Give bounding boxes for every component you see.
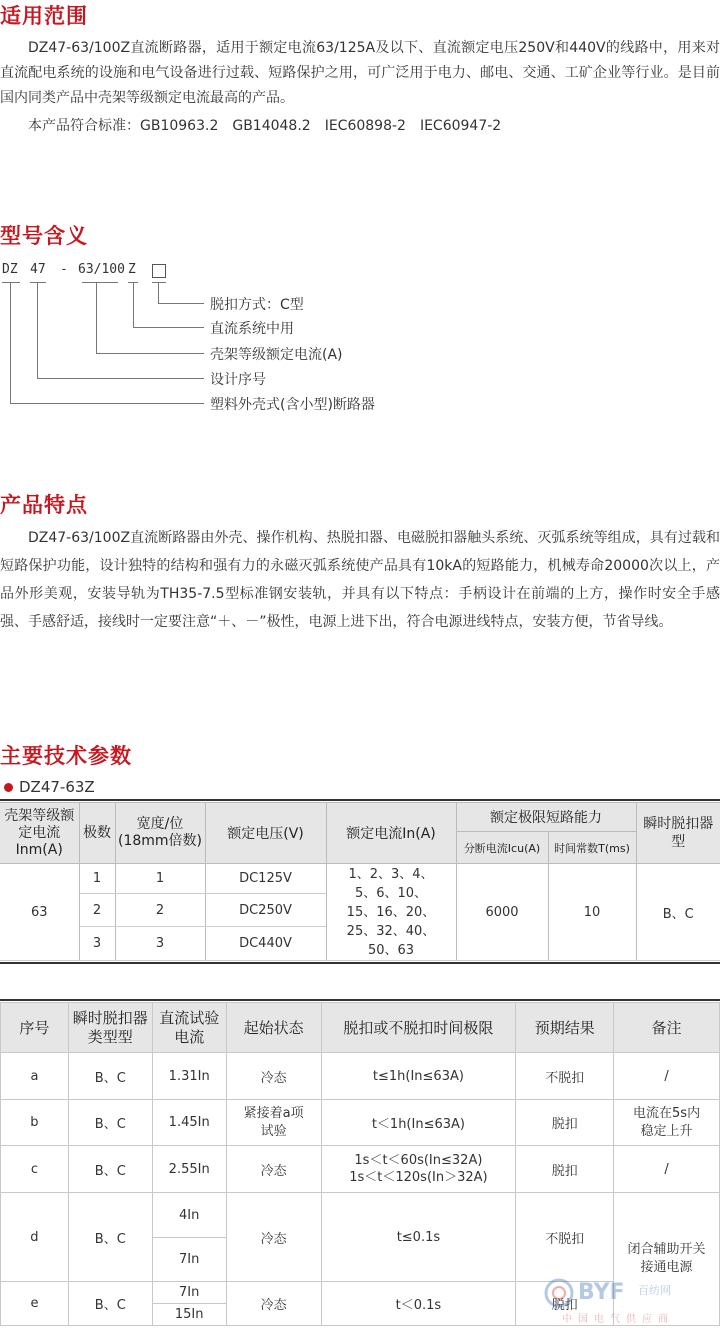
- watermark-cn: 中国电气供应商: [562, 1314, 674, 1325]
- model-label-case: 塑料外壳式(含小型)断路器: [210, 397, 375, 413]
- td2-no-a: a: [1, 1053, 69, 1100]
- td2-note-c: /: [614, 1146, 720, 1193]
- watermark-text: BYF: [578, 1280, 625, 1305]
- th-voltage: 额定电压(V): [205, 803, 326, 864]
- model-part-z: Z: [128, 262, 136, 277]
- features-heading: 产品特点: [0, 493, 88, 517]
- model-part-current: 63/100: [78, 262, 125, 277]
- td2-result-d: 不脱扣: [516, 1193, 614, 1282]
- model-part-dz: DZ: [2, 262, 18, 277]
- td2-note-de: 闭合辅助开关接通电源: [614, 1193, 720, 1326]
- th-icu: 分断电流Icu(A): [456, 832, 548, 864]
- td2-current-b: 1.45In: [152, 1100, 226, 1146]
- watermark-swirl-icon: [542, 1276, 576, 1310]
- td-poles-2: 2: [79, 894, 115, 927]
- td2-type-c: B、C: [68, 1146, 152, 1193]
- td2-current-a: 1.31In: [152, 1053, 226, 1100]
- td2-limit-a: t≤1h(In≤63A): [321, 1053, 516, 1100]
- td2-no-e: e: [1, 1282, 69, 1326]
- td2-current-d2: 7In: [152, 1238, 226, 1282]
- model-label-trip: 脱扣方式：C型: [210, 297, 304, 313]
- model-label-frame: 壳架等级额定电流(A): [210, 347, 343, 363]
- model-label-dc: 直流系统中用: [210, 321, 294, 337]
- table1-bottom-rule: [0, 962, 720, 964]
- td2-result-b: 脱扣: [516, 1100, 614, 1146]
- th-poles: 极数: [79, 803, 115, 864]
- th-width: 宽度/位(18mm倍数): [115, 803, 205, 864]
- watermark-logo: [542, 1270, 712, 1328]
- scope-paragraph: [0, 36, 720, 139]
- td-width-3: 3: [115, 927, 205, 961]
- table1-top-rule: [0, 799, 720, 801]
- td2-type-e: B、C: [68, 1282, 152, 1326]
- watermark-sub: 百纺网: [638, 1284, 671, 1297]
- model-part-box: [152, 264, 166, 278]
- model-diagram: [0, 258, 420, 418]
- td-current-list: 1、2、3、4、5、6、10、15、16、20、25、32、40、50、63: [326, 864, 456, 961]
- spec-table: [0, 802, 720, 961]
- th2-current: 直流试验电流: [152, 1003, 226, 1053]
- td2-type-a: B、C: [68, 1053, 152, 1100]
- td-width-2: 2: [115, 894, 205, 927]
- td-voltage-1: DC125V: [205, 864, 326, 894]
- td-trip: B、C: [636, 864, 720, 961]
- td2-state-c: 冷态: [226, 1146, 321, 1193]
- td2-state-a: 冷态: [226, 1053, 321, 1100]
- th-tconst: 时间常数T(ms): [548, 832, 636, 864]
- th2-no: 序号: [1, 1003, 69, 1053]
- td-poles-1: 1: [79, 864, 115, 894]
- th2-limit: 脱扣或不脱扣时间极限: [321, 1003, 516, 1053]
- td2-limit-b: t＜1h(In≤63A): [321, 1100, 516, 1146]
- features-paragraph: [0, 524, 720, 636]
- th-frame: 壳架等级额定电流Inm(A): [0, 803, 79, 864]
- td2-current-d1: 4In: [152, 1193, 226, 1238]
- td2-result-c: 脱扣: [516, 1146, 614, 1193]
- td-tconst: 10: [548, 864, 636, 961]
- td2-limit-c: 1s＜t＜60s(In≤32A) 1s＜t＜120s(In＞32A): [321, 1146, 516, 1193]
- th2-type: 瞬时脱扣器类型型: [68, 1003, 152, 1053]
- table2-top-rule: [0, 999, 720, 1001]
- scope-heading: 适用范围: [0, 4, 88, 28]
- td-width-1: 1: [115, 864, 205, 894]
- th2-state: 起始状态: [226, 1003, 321, 1053]
- model-part-dash: -: [60, 262, 68, 277]
- td2-result-a: 不脱扣: [516, 1053, 614, 1100]
- standards-text: 本产品符合标准：GB10963.2 GB14048.2 IEC60898-2 IEC60947-2: [28, 118, 502, 134]
- td-voltage-2: DC250V: [205, 894, 326, 927]
- td-icu: 6000: [456, 864, 548, 961]
- td-voltage-3: DC440V: [205, 927, 326, 961]
- td-frame: 63: [0, 864, 79, 961]
- td2-current-c: 2.55In: [152, 1146, 226, 1193]
- model-heading: 型号含义: [0, 224, 88, 248]
- td2-note-a: /: [614, 1053, 720, 1100]
- params-heading: 主要技术参数: [0, 744, 132, 768]
- th-trip: 瞬时脱扣器型: [636, 803, 720, 864]
- td2-type-d: B、C: [68, 1193, 152, 1282]
- td2-no-b: b: [1, 1100, 69, 1146]
- td2-current-e1: 7In: [152, 1282, 226, 1304]
- series-text: DZ47-63Z: [19, 778, 95, 796]
- td2-state-b: 紧接着a项试验: [226, 1100, 321, 1146]
- td2-state-d: 冷态: [226, 1193, 321, 1282]
- td2-note-b: 电流在5s内稳定上升: [614, 1100, 720, 1146]
- model-part-47: 47: [30, 262, 46, 277]
- th2-note: 备注: [614, 1003, 720, 1053]
- td2-type-b: B、C: [68, 1100, 152, 1146]
- td2-limit-e: t＜0.1s: [321, 1282, 516, 1326]
- th-current: 额定电流In(A): [326, 803, 456, 864]
- series-label: [4, 778, 95, 796]
- scope-text: DZ47-63/100Z直流断路器，适用于额定电流63/125A及以下、直流额定电压250V和440V的线路中，用来对直流配电系统的设施和电气设备进行过载、短路保护之用，可广泛用于电力、邮电、交通、工矿企业等行业。是目前国内同类产品中壳架等级额定电流最高的产品。: [0, 40, 720, 106]
- td2-no-d: d: [1, 1193, 69, 1282]
- td2-no-c: c: [1, 1146, 69, 1193]
- td2-limit-d: t≤0.1s: [321, 1193, 516, 1282]
- td2-state-e: 冷态: [226, 1282, 321, 1326]
- td2-result-e: 脱扣: [516, 1282, 614, 1326]
- td2-current-e2: 15In: [152, 1304, 226, 1326]
- model-label-design: 设计序号: [210, 372, 266, 388]
- td-poles-3: 3: [79, 927, 115, 961]
- th2-result: 预期结果: [516, 1003, 614, 1053]
- th-limit: 额定极限短路能力: [456, 803, 636, 832]
- features-text: DZ47-63/100Z直流断路器由外壳、操作机构、热脱扣器、电磁脱扣器触头系统、灭弧系统等组成，具有过载和短路保护功能，设计独特的结构和强有力的永磁灭弧系统使产品具有10kA的短路能力，机械寿命20000次以上，产品外形美观，安装导轨为TH35-7.5型标准钢安装轨，并具有以下特点：手柄设计在前端的上方，操作时安全手感强、手感舒适，接线时一定要注意“＋、－”极性，电源上进下出，符合电源进线特点，安装方便，节省导线。: [0, 530, 720, 630]
- bullet-dot-icon: [4, 783, 13, 792]
